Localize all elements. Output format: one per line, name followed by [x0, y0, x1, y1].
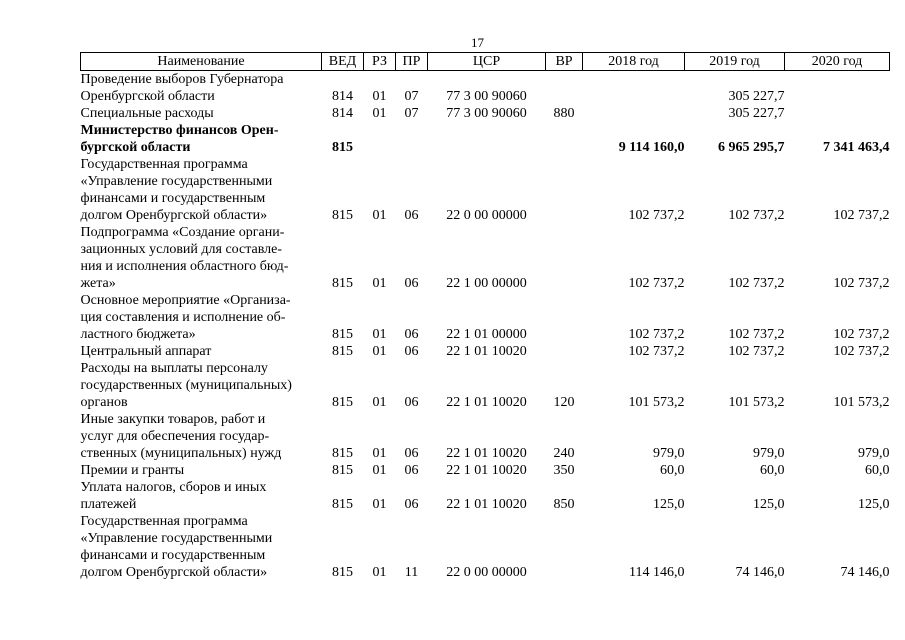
cell-2018: 9 114 160,0	[618, 140, 685, 155]
cell-2019: 305 227,7	[728, 106, 785, 121]
cell-csr: 77 3 00 90060	[446, 89, 527, 104]
header-rz: РЗ	[364, 53, 396, 71]
table-row	[81, 513, 890, 581]
cell-csr: 22 0 00 00000	[446, 208, 527, 223]
cell-name: Государственная программа «Управление государственными финансами и государственным долгом Оренбургской области»	[80, 157, 273, 223]
cell-ved: 815	[332, 344, 353, 359]
table-row	[81, 343, 890, 360]
table-header-row	[81, 53, 890, 71]
header-csr: ЦСР	[428, 53, 546, 71]
cell-ved: 815	[332, 276, 353, 291]
cell-name: Специальные расходы	[80, 106, 214, 121]
cell-ved: 814	[332, 89, 353, 104]
cell-name: Иные закупки товаров, работ и услуг для обеспечения государ- ственных (муниципальных) нужд	[80, 412, 282, 461]
cell-2019: 102 737,2	[728, 327, 785, 342]
cell-name: Расходы на выплаты персоналу государственных (муниципальных) органов	[80, 361, 292, 410]
table-row	[81, 292, 890, 343]
cell-vr: 850	[553, 497, 575, 512]
cell-pr: 07	[404, 106, 419, 121]
cell-2020: 74 146,0	[840, 565, 890, 580]
table-body	[81, 71, 890, 582]
cell-vr	[546, 343, 583, 360]
cell-pr: 06	[404, 395, 419, 410]
table-row	[81, 360, 890, 411]
table-row	[81, 411, 890, 462]
cell-name: Уплата налогов, сборов и иных платежей	[80, 480, 267, 512]
cell-vr	[546, 513, 583, 581]
cell-ved: 815	[332, 140, 353, 155]
cell-name: Государственная программа «Управление государственными финансами и государственным долгом Оренбургской области»	[80, 514, 273, 580]
cell-2019: 6 965 295,7	[718, 140, 785, 155]
cell-2019: 60,0	[760, 463, 785, 478]
cell-ved: 815	[332, 446, 353, 461]
cell-csr: 22 1 01 00000	[446, 327, 527, 342]
cell-name: Министерство финансов Орен- бургской области	[80, 123, 279, 155]
cell-csr: 22 1 01 10020	[446, 395, 527, 410]
cell-pr	[396, 122, 428, 156]
cell-2018: 114 146,0	[629, 565, 685, 580]
cell-pr: 06	[404, 446, 419, 461]
cell-2019: 102 737,2	[728, 208, 785, 223]
cell-pr: 11	[404, 565, 419, 580]
cell-csr: 22 0 00 00000	[446, 565, 527, 580]
cell-2020: 125,0	[858, 497, 890, 512]
header-vr: ВР	[546, 53, 583, 71]
cell-2019: 125,0	[753, 497, 785, 512]
cell-2018: 102 737,2	[628, 276, 685, 291]
cell-rz: 01	[372, 89, 387, 104]
cell-pr: 07	[404, 89, 419, 104]
cell-2018: 979,0	[653, 446, 685, 461]
cell-2020: 102 737,2	[833, 344, 890, 359]
cell-pr: 06	[404, 463, 419, 478]
cell-csr: 77 3 00 90060	[446, 106, 527, 121]
cell-name: Проведение выборов Губернатора Оренбургской области	[80, 72, 284, 104]
cell-vr: 240	[553, 446, 575, 461]
table-row	[81, 71, 890, 106]
cell-rz: 01	[372, 463, 387, 478]
cell-2020: 102 737,2	[833, 327, 890, 342]
cell-ved: 815	[332, 463, 353, 478]
cell-csr: 22 1 01 10020	[446, 446, 527, 461]
cell-csr	[428, 122, 546, 156]
cell-ved: 815	[332, 208, 353, 223]
table-row	[81, 122, 890, 156]
cell-2019: 305 227,7	[728, 89, 785, 104]
cell-vr	[546, 71, 583, 106]
cell-2020: 979,0	[858, 446, 890, 461]
cell-rz: 01	[372, 446, 387, 461]
cell-vr: 880	[553, 106, 575, 121]
page-number: 17	[471, 35, 484, 50]
cell-vr	[546, 224, 583, 292]
cell-2018: 102 737,2	[628, 327, 685, 342]
cell-2020: 60,0	[865, 463, 890, 478]
cell-rz: 01	[372, 344, 387, 359]
cell-2020	[785, 71, 890, 106]
budget-table	[80, 52, 890, 581]
cell-2019: 102 737,2	[728, 344, 785, 359]
cell-name: Основное мероприятие «Организа- ция составления и исполнение об- ластного бюджета»	[80, 293, 291, 342]
cell-rz: 01	[372, 327, 387, 342]
header-2019: 2019 год	[685, 53, 785, 71]
table-row	[81, 479, 890, 513]
cell-ved: 815	[332, 395, 353, 410]
cell-2019: 102 737,2	[728, 276, 785, 291]
header-pr: ПР	[396, 53, 428, 71]
cell-2019: 101 573,2	[728, 395, 785, 410]
header-2018: 2018 год	[583, 53, 685, 71]
cell-rz	[364, 122, 396, 156]
cell-2018: 102 737,2	[628, 208, 685, 223]
table-row	[81, 462, 890, 479]
header-2020: 2020 год	[785, 53, 890, 71]
cell-2020: 102 737,2	[833, 208, 890, 223]
cell-rz: 01	[372, 565, 387, 580]
cell-2018: 125,0	[653, 497, 685, 512]
cell-ved: 814	[332, 106, 353, 121]
cell-ved: 815	[332, 497, 353, 512]
cell-name: Премии и гранты	[80, 463, 185, 478]
cell-rz: 01	[372, 395, 387, 410]
cell-rz: 01	[372, 497, 387, 512]
cell-vr: 350	[553, 463, 575, 478]
header-name: Наименование	[81, 53, 322, 71]
table-row	[81, 105, 890, 122]
cell-pr: 06	[404, 276, 419, 291]
cell-2018: 60,0	[660, 463, 685, 478]
cell-pr: 06	[404, 208, 419, 223]
cell-csr: 22 1 01 10020	[446, 344, 527, 359]
cell-pr: 06	[404, 344, 419, 359]
cell-pr: 06	[404, 497, 419, 512]
cell-vr: 120	[553, 395, 575, 410]
cell-rz: 01	[372, 276, 387, 291]
cell-2020: 101 573,2	[833, 395, 890, 410]
header-ved: ВЕД	[322, 53, 364, 71]
cell-2020: 102 737,2	[833, 276, 890, 291]
cell-2019: 74 146,0	[735, 565, 785, 580]
cell-rz: 01	[372, 208, 387, 223]
cell-2019: 979,0	[753, 446, 785, 461]
cell-name: Центральный аппарат	[80, 344, 212, 359]
cell-ved: 815	[332, 565, 353, 580]
table-row	[81, 224, 890, 292]
cell-2018	[583, 71, 685, 106]
cell-pr: 06	[404, 327, 419, 342]
cell-2018	[583, 105, 685, 122]
cell-vr	[546, 122, 583, 156]
cell-vr	[546, 156, 583, 224]
cell-csr: 22 1 01 10020	[446, 463, 527, 478]
cell-2020	[785, 105, 890, 122]
cell-vr	[546, 292, 583, 343]
cell-ved: 815	[332, 327, 353, 342]
cell-csr: 22 1 01 10020	[446, 497, 527, 512]
cell-rz: 01	[372, 106, 387, 121]
cell-2018: 101 573,2	[628, 395, 685, 410]
cell-2020: 7 341 463,4	[823, 140, 890, 155]
cell-name: Подпрограмма «Создание органи- зационных условий для составле- ния и исполнения областного бюд- жета»	[80, 225, 289, 291]
cell-2018: 102 737,2	[628, 344, 685, 359]
table-row	[81, 156, 890, 224]
cell-csr: 22 1 00 00000	[446, 276, 527, 291]
